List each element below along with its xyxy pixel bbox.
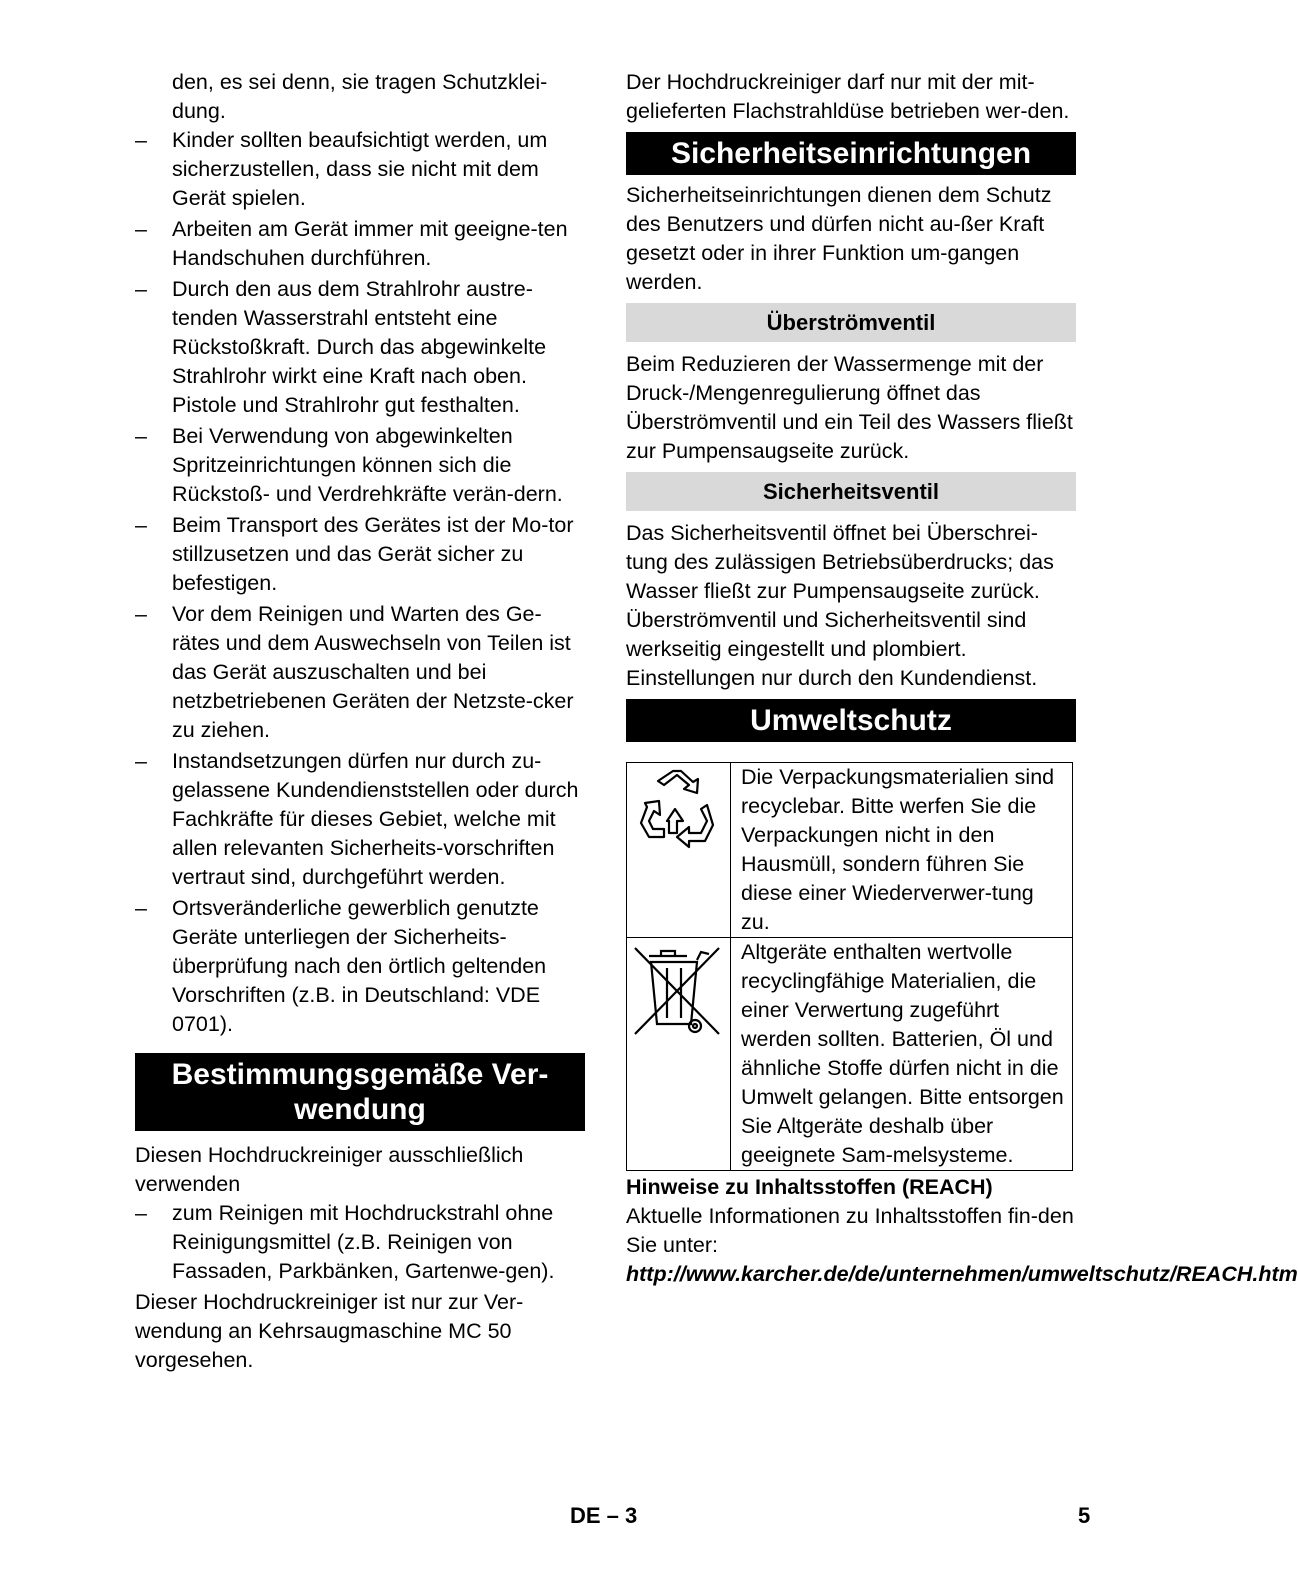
reach-text: Aktuelle Informationen zu Inhaltsstoffen fin-den Sie unter: bbox=[626, 1204, 1074, 1257]
crossed-bin-icon bbox=[627, 938, 727, 1038]
list-item: – Kinder sollten beaufsichtigt werden, um sicherzustellen, dass sie nicht mit dem Gerät spielen. bbox=[135, 126, 585, 213]
use-intro: Diesen Hochdruckreiniger ausschließlich verwenden bbox=[135, 1143, 524, 1196]
recycle-text: Die Verpackungsmaterialien sind recyclebar. Bitte werfen Sie die Verpackungen nicht in den Hausmüll, sondern führen Sie diese einer Wiederverwer-tung zu. bbox=[731, 763, 1073, 938]
disposal-text: Altgeräte enthalten wertvolle recyclingfähige Materialien, die einer Verwertung zugeführt werden sollten. Batterien, Öl und ähnliche Stoffe dürfen nicht in die Umwelt gelangen. Bitte entsorgen Sie Altgeräte deshalb über geeignete Sam-melsysteme. bbox=[731, 938, 1073, 1171]
list-item: – Beim Transport des Gerätes ist der Mo-tor stillzusetzen und das Gerät sicher zu befestigen. bbox=[135, 511, 585, 598]
reach-title: Hinweise zu Inhaltsstoffen (REACH) bbox=[626, 1175, 993, 1199]
heading-intended-use: Bestimmungsgemäße Ver-wendung bbox=[135, 1053, 585, 1131]
list-item: – Durch den aus dem Strahlrohr austre-tenden Wasserstrahl entsteht eine Rückstoßkraft. Durch das abgewinkelte Strahlrohr wirkt eine Kraft nach oben. Pistole und Strahlrohr gut festhalten. bbox=[135, 275, 585, 420]
use-outro: Dieser Hochdruckreiniger ist nur zur Ver-wendung an Kehrsaugmaschine MC 50 vorgesehen. bbox=[135, 1290, 524, 1372]
left-column bbox=[135, 68, 585, 1375]
reach-link[interactable]: http://www.karcher.de/de/unternehmen/umweltschutz/REACH.htm bbox=[626, 1262, 1298, 1286]
list-item: – Ortsveränderliche gewerblich genutzte Geräte unterliegen der Sicherheits-überprüfung nach den örtlich geltenden Vorschriften (z.B. in Deutschland: VDE 0701). bbox=[135, 894, 585, 1039]
nozzle-note: Der Hochdruckreiniger darf nur mit der mit-gelieferten Flachstrahldüse betrieben wer-den. bbox=[626, 70, 1070, 123]
list-item: – zum Reinigen mit Hochdruckstrahl ohne Reinigungsmittel (z.B. Reinigen von Fassaden, Parkbänken, Gartenwe-gen). bbox=[135, 1199, 585, 1286]
overflow-valve-text: Beim Reduzieren der Wassermenge mit der Druck-/Mengenregulierung öffnet das Überströmventil und ein Teil des Wassers fließt zur Pumpensaugseite zurück. bbox=[626, 352, 1073, 463]
use-bullet-list bbox=[135, 1199, 585, 1286]
safety-bullet-list bbox=[135, 126, 585, 1039]
subheading-safety-valve: Sicherheitsventil bbox=[626, 472, 1076, 511]
disposal-icon-cell bbox=[627, 938, 731, 1171]
environment-table bbox=[626, 762, 1073, 1171]
subheading-overflow-valve: Überströmventil bbox=[626, 303, 1076, 342]
table-row bbox=[627, 938, 1073, 1171]
list-item: – Arbeiten am Gerät immer mit geeigne-ten Handschuhen durchführen. bbox=[135, 215, 585, 273]
heading-safety-devices: Sicherheitseinrichtungen bbox=[626, 132, 1076, 175]
footer-page-label: DE – 3 bbox=[570, 1503, 638, 1528]
heading-environment: Umweltschutz bbox=[626, 699, 1076, 742]
table-row bbox=[627, 763, 1073, 938]
service-text: Einstellungen nur durch den Kundendienst. bbox=[626, 666, 1038, 690]
list-item: – Vor dem Reinigen und Warten des Ge-rätes und dem Auswechseln von Teilen ist das Gerät auszuschalten und bei netzbetriebenen Geräten der Netzste-cker zu ziehen. bbox=[135, 600, 585, 745]
list-item: – Instandsetzungen dürfen nur durch zu-gelassene Kundendienststellen oder durch Fachkräfte für dieses Gebiet, welche mit allen relevanten Sicherheits-vorschriften vertraut sind, durchgeführt werden. bbox=[135, 747, 585, 892]
safety-valve-text: Das Sicherheitsventil öffnet bei Überschrei-tung des zulässigen Betriebsüberdrucks; das Wasser fließt zur Pumpensaugseite zurück. bbox=[626, 521, 1054, 603]
right-column bbox=[626, 68, 1298, 1289]
valve-setting-text: Überströmventil und Sicherheitsventil sind werkseitig eingestellt und plombiert. bbox=[626, 608, 1027, 661]
recycle-icon bbox=[627, 763, 727, 873]
footer-page-number: 5 bbox=[1078, 1503, 1091, 1528]
recycle-icon-cell bbox=[627, 763, 731, 938]
list-item: – Bei Verwendung von abgewinkelten Spritzeinrichtungen können sich die Rückstoß- und Verdrehkräfte verän-dern. bbox=[135, 422, 585, 509]
safety-devices-text: Sicherheitseinrichtungen dienen dem Schutz des Benutzers und dürfen nicht au-ßer Kraft gesetzt oder in ihrer Funktion um-gangen werden. bbox=[626, 183, 1052, 294]
intro-continuation: den, es sei denn, sie tragen Schutzklei-dung. bbox=[172, 70, 548, 123]
